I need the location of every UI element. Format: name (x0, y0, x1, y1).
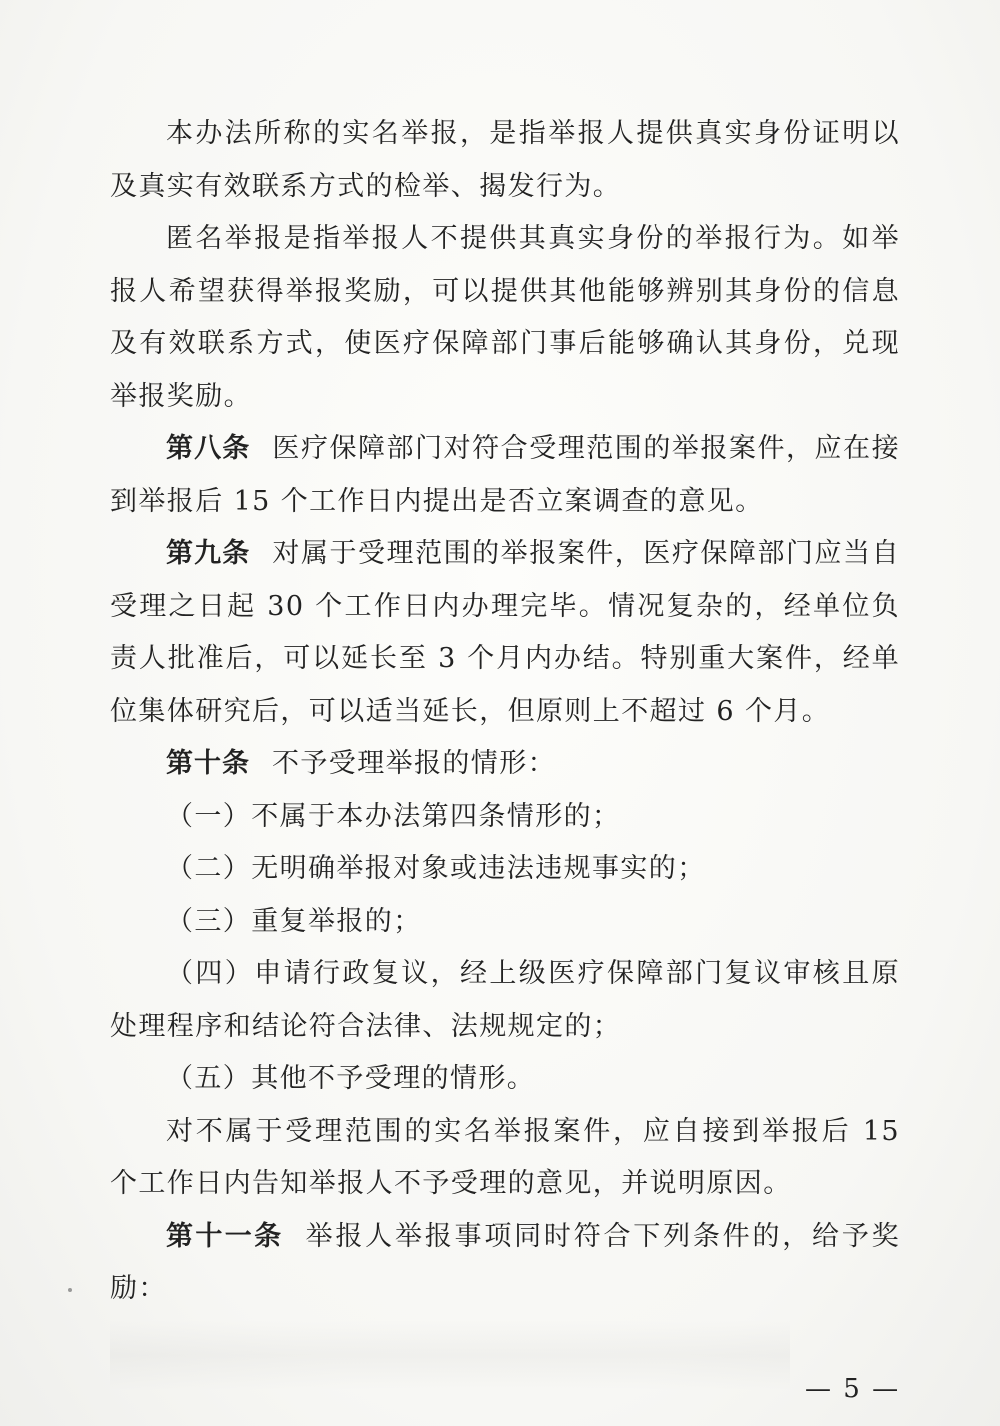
article-8 (110, 423, 900, 528)
list-item (110, 896, 900, 949)
paragraph-text: 匿名举报是指举报人不提供其真实身份的举报行为。如举报人希望获得举报奖励，可以提供其他能够辨别其身份的信息及有效联系方式，使医疗保障部门事后能够确认其身份，兑现举报奖励。 (110, 223, 900, 412)
paragraph (110, 213, 900, 423)
scan-smudge (110, 1320, 790, 1390)
paragraph-text: （三）重复举报的； (166, 905, 422, 937)
list-item (110, 948, 900, 1053)
paragraph-text: 不予受理举报的情形： (272, 748, 556, 779)
scan-speck (68, 1288, 72, 1292)
article-11 (110, 1211, 900, 1316)
paragraph-text: （五）其他不予受理的情形。 (166, 1063, 536, 1094)
list-item (110, 1053, 900, 1106)
article-heading: 第八条 (166, 433, 251, 464)
paragraph-text: （一）不属于本办法第四条情形的； (166, 800, 621, 832)
list-item (110, 791, 900, 844)
page-number: — 5 — (805, 1374, 901, 1404)
list-item (110, 843, 900, 896)
paragraph-text: 本办法所称的实名举报，是指举报人提供真实身份证明以及真实有效联系方式的检举、揭发行为。 (110, 118, 900, 202)
paragraph (110, 108, 900, 213)
paragraph (110, 1106, 900, 1211)
paragraph-text: （四）申请行政复议，经上级医疗保障部门复议审核且原处理程序和结论符合法律、法规规定的； (110, 958, 900, 1042)
paragraph-text: 医疗保障部门对符合受理范围的举报案件，应在接到举报后 15 个工作日内提出是否立案调查的意见。 (110, 433, 900, 517)
article-heading: 第十一条 (166, 1220, 284, 1252)
document-body (110, 108, 900, 1316)
article-heading: 第十条 (166, 748, 250, 779)
article-9 (110, 528, 900, 738)
article-10 (110, 738, 900, 791)
article-heading: 第九条 (166, 538, 251, 569)
paragraph-text: 举报人举报事项同时符合下列条件的，给予奖励： (110, 1220, 901, 1304)
paragraph-text: 对属于受理范围的举报案件，医疗保障部门应当自受理之日起 30 个工作日内办理完毕。情况复杂的，经单位负责人批准后，可以延长至 3 个月内办结。特别重大案件，经单位集体研究后，可以适当延长，但原则上不超过 6 个月。 (110, 538, 900, 727)
paragraph-text: （二）无明确举报对象或违法违规事实的； (166, 853, 706, 884)
paragraph-text: 对不属于受理范围的实名举报案件，应自接到举报后 15 个工作日内告知举报人不予受理的意见，并说明原因。 (110, 1115, 900, 1199)
